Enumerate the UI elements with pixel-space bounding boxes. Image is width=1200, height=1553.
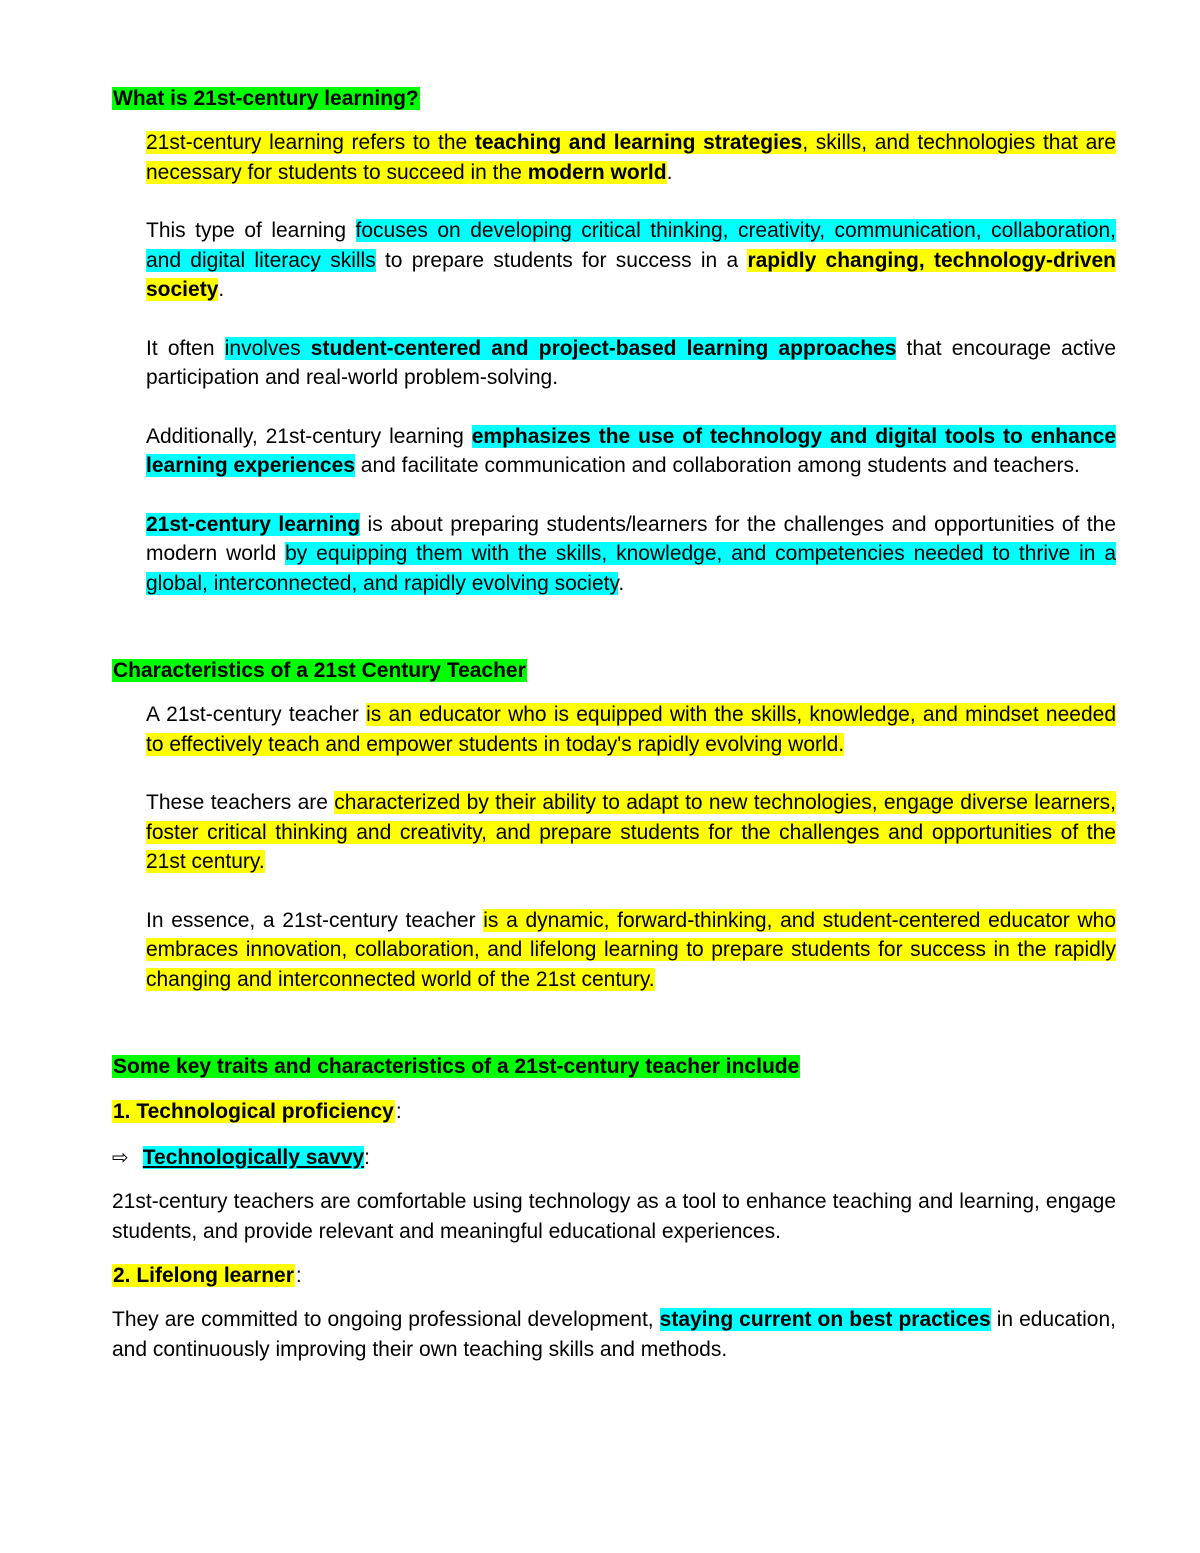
text-run: teaching and learning strategies bbox=[474, 131, 803, 154]
text-run: emphasizes the use of technology and digital tools to enhance learning experiences bbox=[146, 424, 1116, 477]
text-run: is about preparing students/learners for the challenges and opportunities of the modern world bbox=[146, 512, 1117, 565]
bullet-item bbox=[112, 128, 1116, 187]
text-run: is a dynamic, forward-thinking, and student-centered educator who embraces innovation, collaboration, and lifelong learning to prepare students for success in the rapidly changing and interconnected world of the 21st century. bbox=[146, 908, 1117, 991]
text-run: , skills, and technologies that are necessary for students to succeed in the bbox=[146, 131, 1116, 184]
trait-title-text: 1. Technological proficiency bbox=[113, 1100, 394, 1123]
sub-trait-text: Technologically savvy bbox=[142, 1146, 365, 1169]
bullet-item bbox=[112, 788, 1116, 877]
colon: : bbox=[364, 1146, 370, 1169]
text-run: They are committed to ongoing professional development, bbox=[112, 1308, 660, 1331]
text-run: characterized by their ability to adapt to new technologies, engage diverse learners, foster critical thinking and creativity, and prepare students for the challenges and opportunities of the 21st century. bbox=[146, 791, 1117, 873]
trait-description: 21st-century teachers are comfortable using technology as a tool to enhance teaching and learning, engage students, and provide relevant and meaningful educational experiences. bbox=[112, 1190, 1116, 1243]
sub-trait-technologically-savvy bbox=[112, 1142, 1116, 1173]
document-page bbox=[112, 84, 1116, 1364]
text-run: Additionally, 21st-century learning bbox=[146, 424, 472, 448]
trait-title-technological-proficiency bbox=[112, 1097, 1116, 1127]
right-arrow-icon: ⇨ bbox=[112, 1145, 129, 1169]
bullet-item bbox=[112, 334, 1116, 393]
bullet-item bbox=[112, 422, 1116, 481]
text-run: that encourage active participation and real-world problem-solving. bbox=[146, 336, 1117, 389]
bullet-item bbox=[112, 700, 1116, 759]
bullet-item bbox=[112, 906, 1116, 995]
trait-title-text: 2. Lifelong learner bbox=[113, 1264, 294, 1287]
text-run: in education, and continuously improving their own teaching skills and methods. bbox=[112, 1308, 1116, 1361]
text-run: staying current on best practices bbox=[659, 1308, 991, 1331]
heading-text: What is 21st-century learning? bbox=[113, 87, 419, 110]
colon: : bbox=[395, 1100, 402, 1123]
text-run: rapidly changing, technology-driven society bbox=[146, 248, 1116, 301]
text-run: is an educator who is equipped with the skills, knowledge, and mindset needed to effectively teach and empower students in today's rapidly evolving world. bbox=[146, 703, 1117, 756]
text-run: . bbox=[618, 571, 625, 595]
text-run: . bbox=[218, 278, 225, 301]
text-run: These teachers are bbox=[146, 791, 335, 814]
trait-description bbox=[112, 1305, 1116, 1364]
bullet-item bbox=[112, 510, 1116, 599]
bullet-item bbox=[112, 216, 1116, 305]
heading-text: Characteristics of a 21st Century Teacher bbox=[113, 659, 526, 682]
trait-title-lifelong-learner bbox=[112, 1261, 1116, 1291]
text-run: . bbox=[666, 160, 673, 184]
text-run: It often bbox=[146, 336, 225, 360]
text-run: 21st-century learning bbox=[146, 512, 361, 536]
section-heading-key-traits bbox=[112, 1052, 1116, 1082]
text-run: by equipping them with the skills, knowledge, and competencies needed to thrive in a global, interconnected, and rapidly evolving society bbox=[146, 542, 1116, 595]
text-run: student-centered and project-based learning approaches bbox=[310, 336, 897, 360]
colon: : bbox=[295, 1264, 302, 1287]
text-run: A 21st-century teacher bbox=[146, 703, 367, 726]
section-heading-teacher-characteristics bbox=[112, 656, 1116, 686]
text-run: modern world bbox=[527, 160, 667, 184]
section-heading-21st-century-learning bbox=[112, 84, 1116, 114]
text-run: involves bbox=[224, 336, 311, 360]
text-run: to prepare students for success in a bbox=[375, 248, 748, 272]
text-run: and facilitate communication and collaboration among students and teachers. bbox=[354, 454, 1080, 477]
heading-text: Some key traits and characteristics of a 21st-century teacher include bbox=[113, 1055, 800, 1078]
text-run: 21st-century learning refers to the bbox=[146, 131, 475, 154]
text-run: In essence, a 21st-century teacher bbox=[146, 908, 484, 932]
text-run: focuses on developing critical thinking, creativity, communication, collaboration, and digital literacy skills bbox=[146, 219, 1116, 272]
text-run: This type of learning bbox=[146, 219, 356, 242]
